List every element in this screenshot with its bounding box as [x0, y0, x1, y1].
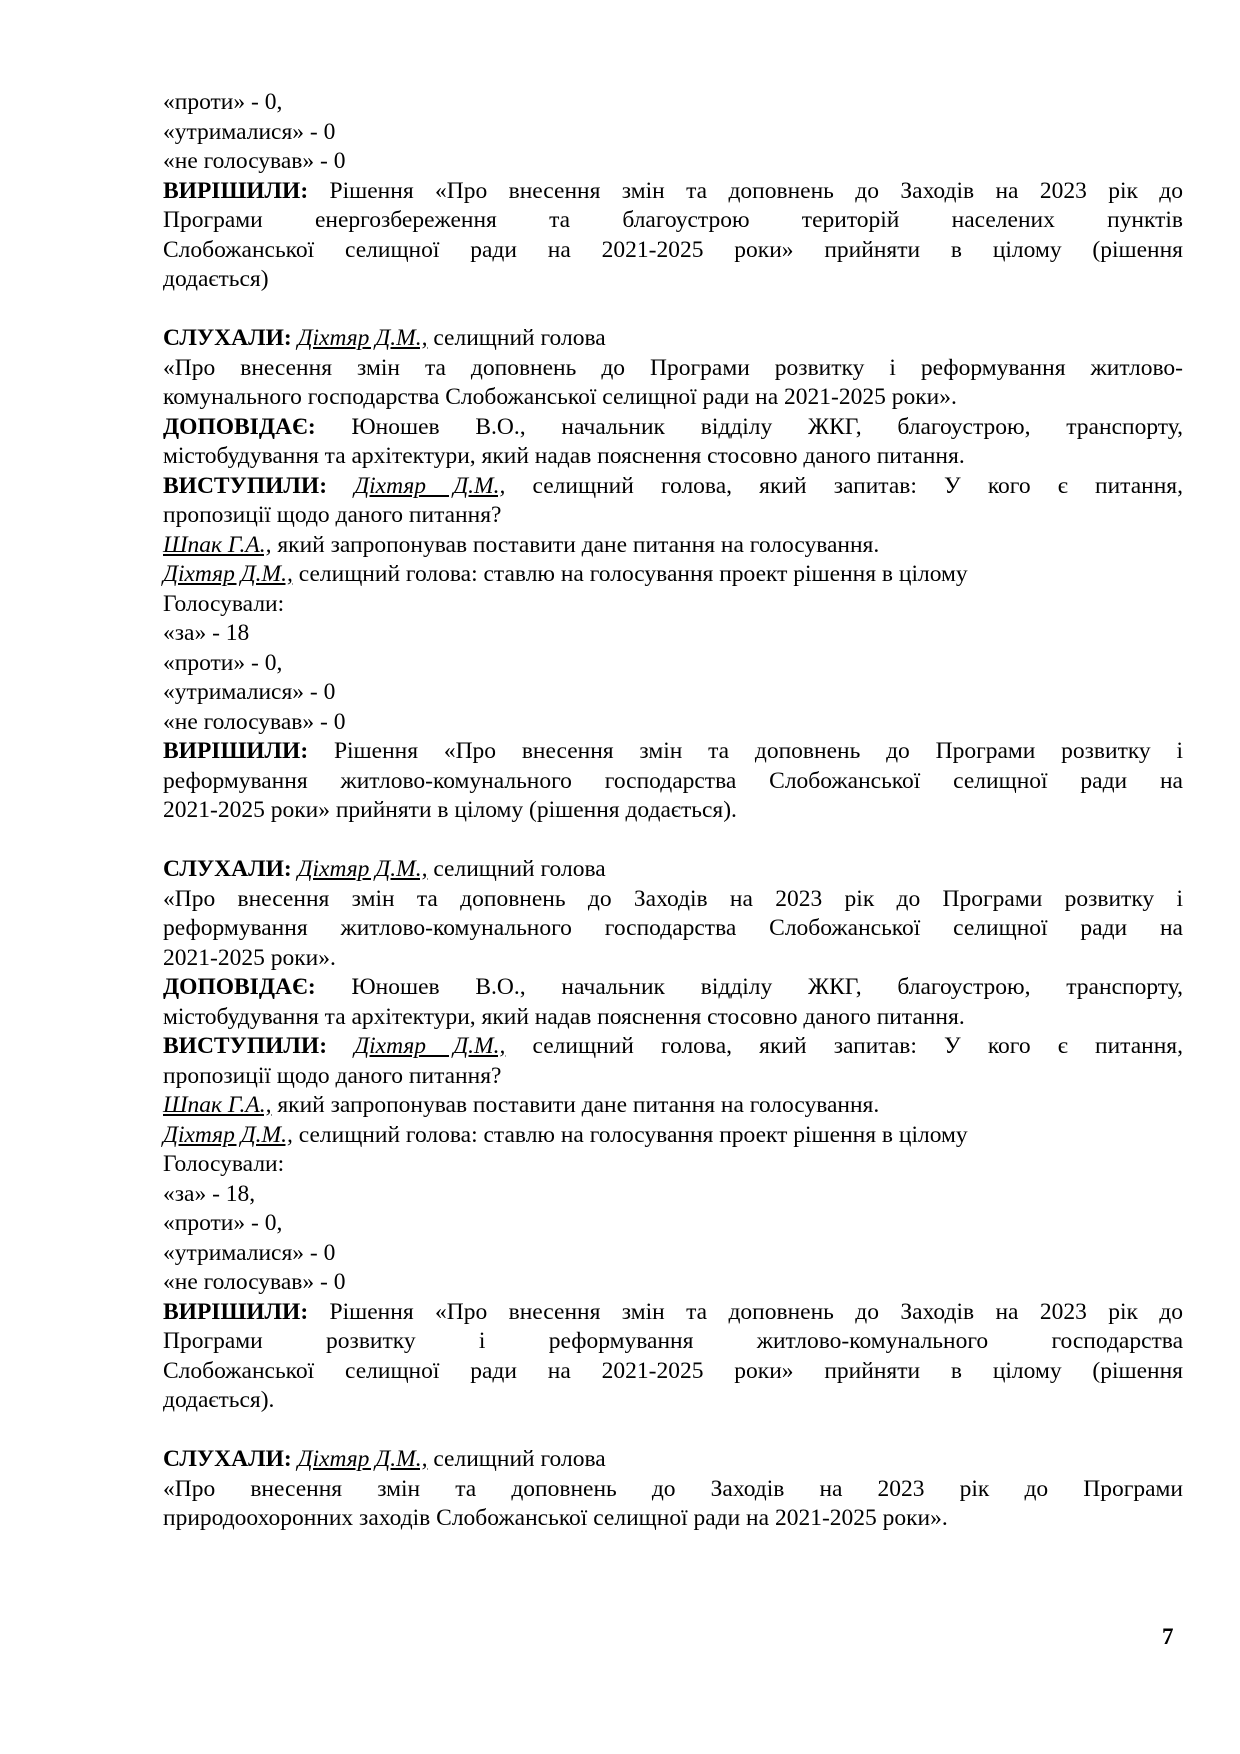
heard-line: СЛУХАЛИ: Діхтяр Д.М., селищний голова [163, 325, 606, 351]
speaker-name: Шпак Г.А., [163, 531, 272, 558]
report-line: ДОПОВІДАЄ: Юношев В.О., начальник відділу ЖКГ, благоустрою, транспорту, [163, 413, 1183, 440]
page-number: 7 [1162, 1624, 1174, 1649]
decision-line: ВИРІШИЛИ: Рішення «Про внесення змін та доповнень до Заходів на 2023 рік до [163, 1298, 1183, 1325]
heard-label: СЛУХАЛИ: [163, 1446, 292, 1472]
spoke-label: ВИСТУПИЛИ: [163, 472, 328, 499]
vote-against: «проти» - 0, [163, 649, 283, 676]
document-page [163, 88, 1183, 1534]
decision-line: ВИРІШИЛИ: Рішення «Про внесення змін та доповнень до Заходів на 2023 рік до [163, 177, 1184, 204]
decision-line: ВИРІШИЛИ: Рішення «Про внесення змін та доповнень до Програми розвитку і [163, 738, 1183, 764]
topic-line: «Про внесення змін та доповнень до Заходів на 2023 рік до Програми розвитку і [163, 885, 1183, 912]
decided-label: ВИРІШИЛИ: [163, 177, 309, 204]
topic-line: реформування житлово-комунального господарства Слобожанської селищної ради на [163, 915, 1183, 941]
topic-line: комунального господарства Слобожанської селищної ради на 2021-2025 роки». [163, 384, 957, 410]
speech-line: Шпак Г.А., який запропонував поставити дане питання на голосування. [163, 531, 880, 558]
report-line: ДОПОВІДАЄ: Юношев В.О., начальник відділу ЖКГ, благоустрою, транспорту, [163, 974, 1183, 1000]
report-label: ДОПОВІДАЄ: [163, 413, 316, 440]
speaker-name: Діхтяр Д.М., [297, 1446, 428, 1472]
decision-line: реформування житлово-комунального господарства Слобожанської селищної ради на [163, 767, 1183, 794]
spoke-line: ВИСТУПИЛИ: Діхтяр Д.М., селищний голова, який запитав: У кого є питання, [163, 472, 1183, 499]
spoke-label: ВИСТУПИЛИ: [163, 1033, 328, 1059]
spoke-line: пропозиції щодо даного питання? [163, 1062, 502, 1089]
topic-line: 2021-2025 роки». [163, 944, 336, 971]
voted-label: Голосували: [163, 590, 285, 617]
report-label: ДОПОВІДАЄ: [163, 974, 316, 1000]
speaker-name: Діхтяр Д.М., [354, 472, 506, 499]
speaker-name: Діхтяр Д.М., [354, 1033, 506, 1059]
report-line: містобудування та архітектури, який надав пояснення стосовно даного питання. [163, 1003, 965, 1030]
topic-line: «Про внесення змін та доповнень до Програми розвитку і реформування житлово- [163, 354, 1183, 381]
decision-line: Слобожанської селищної ради на 2021-2025 роки» прийняти в цілому (рішення [163, 236, 1183, 263]
vote-for: «за» - 18 [163, 620, 250, 646]
heard-label: СЛУХАЛИ: [163, 856, 292, 882]
vote-novote: «не голосував» - 0 [163, 148, 346, 174]
speech-line: Діхтяр Д.М., селищний голова: ставлю на голосування проект рішення в цілому [163, 1121, 968, 1148]
decided-label: ВИРІШИЛИ: [163, 738, 309, 764]
speaker-name: Діхтяр Д.М., [297, 325, 428, 351]
spoke-line: пропозиції щодо даного питання? [163, 502, 502, 528]
topic-line: «Про внесення змін та доповнень до Заходів на 2023 рік до Програми [163, 1475, 1183, 1502]
topic-line: природоохоронних заходів Слобожанської селищної ради на 2021-2025 роки». [163, 1505, 948, 1531]
speaker-name: Шпак Г.А., [163, 1092, 272, 1118]
spoke-line: ВИСТУПИЛИ: Діхтяр Д.М., селищний голова, який запитав: У кого є питання, [163, 1033, 1183, 1059]
decision-line: 2021-2025 роки» прийняти в цілому (рішення додається). [163, 797, 737, 823]
decision-line: Програми розвитку і реформування житлово-комунального господарства [163, 1328, 1183, 1354]
report-line: містобудування та архітектури, який надав пояснення стосовно даного питання. [163, 443, 965, 469]
vote-abstain: «утрималися» - 0 [163, 679, 336, 705]
decision-line: додається) [163, 266, 269, 292]
vote-novote: «не голосував» - 0 [163, 708, 346, 735]
decided-label: ВИРІШИЛИ: [163, 1298, 309, 1325]
decision-line: Слобожанської селищної ради на 2021-2025 роки» прийняти в цілому (рішення [163, 1357, 1183, 1384]
speaker-name: Діхтяр Д.М., [163, 1121, 293, 1148]
heard-label: СЛУХАЛИ: [163, 325, 292, 351]
vote-against: «проти» - 0, [163, 1210, 283, 1236]
speech-line: Діхтяр Д.М., селищний голова: ставлю на голосування проект рішення в цілому [163, 561, 968, 587]
speaker-name: Діхтяр Д.М., [163, 561, 293, 587]
vote-abstain: «утрималися» - 0 [163, 1239, 336, 1266]
vote-abstain: «утрималися» - 0 [163, 118, 336, 145]
heard-line: СЛУХАЛИ: Діхтяр Д.М., селищний голова [163, 856, 606, 882]
speaker-name: Діхтяр Д.М., [297, 856, 428, 882]
speech-line: Шпак Г.А., який запропонував поставити дане питання на голосування. [163, 1092, 880, 1118]
voted-label: Голосували: [163, 1151, 285, 1177]
vote-against: «проти» - 0, [163, 89, 283, 115]
decision-line: Програми енергозбереження та благоустрою територій населених пунктів [163, 207, 1183, 233]
vote-novote: «не голосував» - 0 [163, 1269, 346, 1295]
decision-line: додається). [163, 1387, 275, 1413]
heard-line: СЛУХАЛИ: Діхтяр Д.М., селищний голова [163, 1446, 606, 1472]
vote-for: «за» - 18, [163, 1180, 256, 1207]
